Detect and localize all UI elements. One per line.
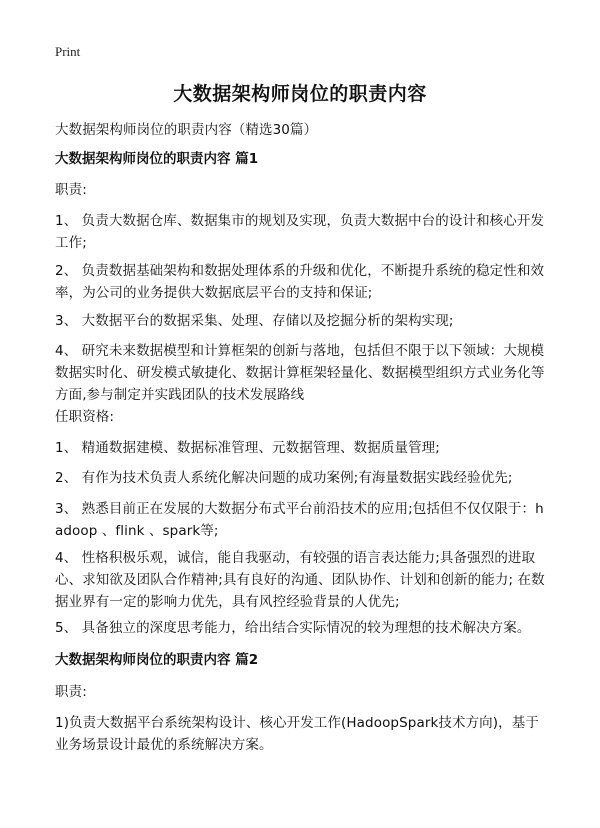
print-label: Print	[55, 44, 81, 59]
requirement-item-5: 5、 具备独立的深度思考能力，给出结合实际情况的较为理想的技术解决方案。	[55, 620, 531, 636]
requirement-item-3: 3、 熟悉目前正在发展的大数据分布式平台前沿技术的应用;包括但不仅仅限于：hadoop 、flink 、spark等;	[55, 501, 544, 539]
duty-item-4: 4、 研究未来数据模型和计算框架的创新与落地，包括但不限于以下领域：大规模数据实时化、研发模式敏捷化、数据计算框架轻量化、数据模型组织方式业务化等方面,参与制定并实践团队的技术发展路线	[55, 343, 545, 403]
page-title: 大数据架构师岗位的职责内容	[173, 83, 427, 105]
duty-item-3: 3、 大数据平台的数据采集、处理、存储以及挖掘分析的架构实现;	[55, 313, 454, 329]
requirement-item-1: 1、 精通数据建模、数据标准管理、元数据管理、数据质量管理;	[55, 440, 440, 456]
requirements-label-1: 任职资格:	[55, 409, 115, 425]
section-heading-2: 大数据架构师岗位的职责内容 篇2	[55, 652, 259, 668]
duty-item-1: 1、 负责大数据仓库、数据集市的规划及实现，负责大数据中台的设计和核心开发工作;	[55, 213, 545, 251]
duties-label-1: 职责:	[55, 182, 87, 198]
document-subtitle: 大数据架构师岗位的职责内容（精选30篇）	[55, 122, 318, 138]
requirement-item-4: 4、 性格积极乐观，诚信，能自我驱动，有较强的语言表达能力;具备强烈的进取心、求知欲及团队合作精神;具有良好的沟通、团队协作、计划和创新的能力; 在数据业界有一定的影响力优先，具有风控经验背景的人优先;	[55, 550, 545, 610]
section-heading-1: 大数据架构师岗位的职责内容 篇1	[55, 151, 259, 167]
duties-label-2: 职责:	[55, 684, 87, 700]
duty-item-2: 2、 负责数据基础架构和数据处理体系的升级和优化，不断提升系统的稳定性和效率，为公司的业务提供大数据底层平台的支持和保证;	[55, 263, 545, 301]
requirement-item-2: 2、 有作为技术负责人系统化解决问题的成功案例;有海量数据实践经验优先;	[55, 470, 513, 486]
duty-item-2-1: 1)负责大数据平台系统架构设计、核心开发工作(HadoopSpark技术方向)，基于业务场景设计最优的系统解决方案。	[55, 715, 539, 753]
